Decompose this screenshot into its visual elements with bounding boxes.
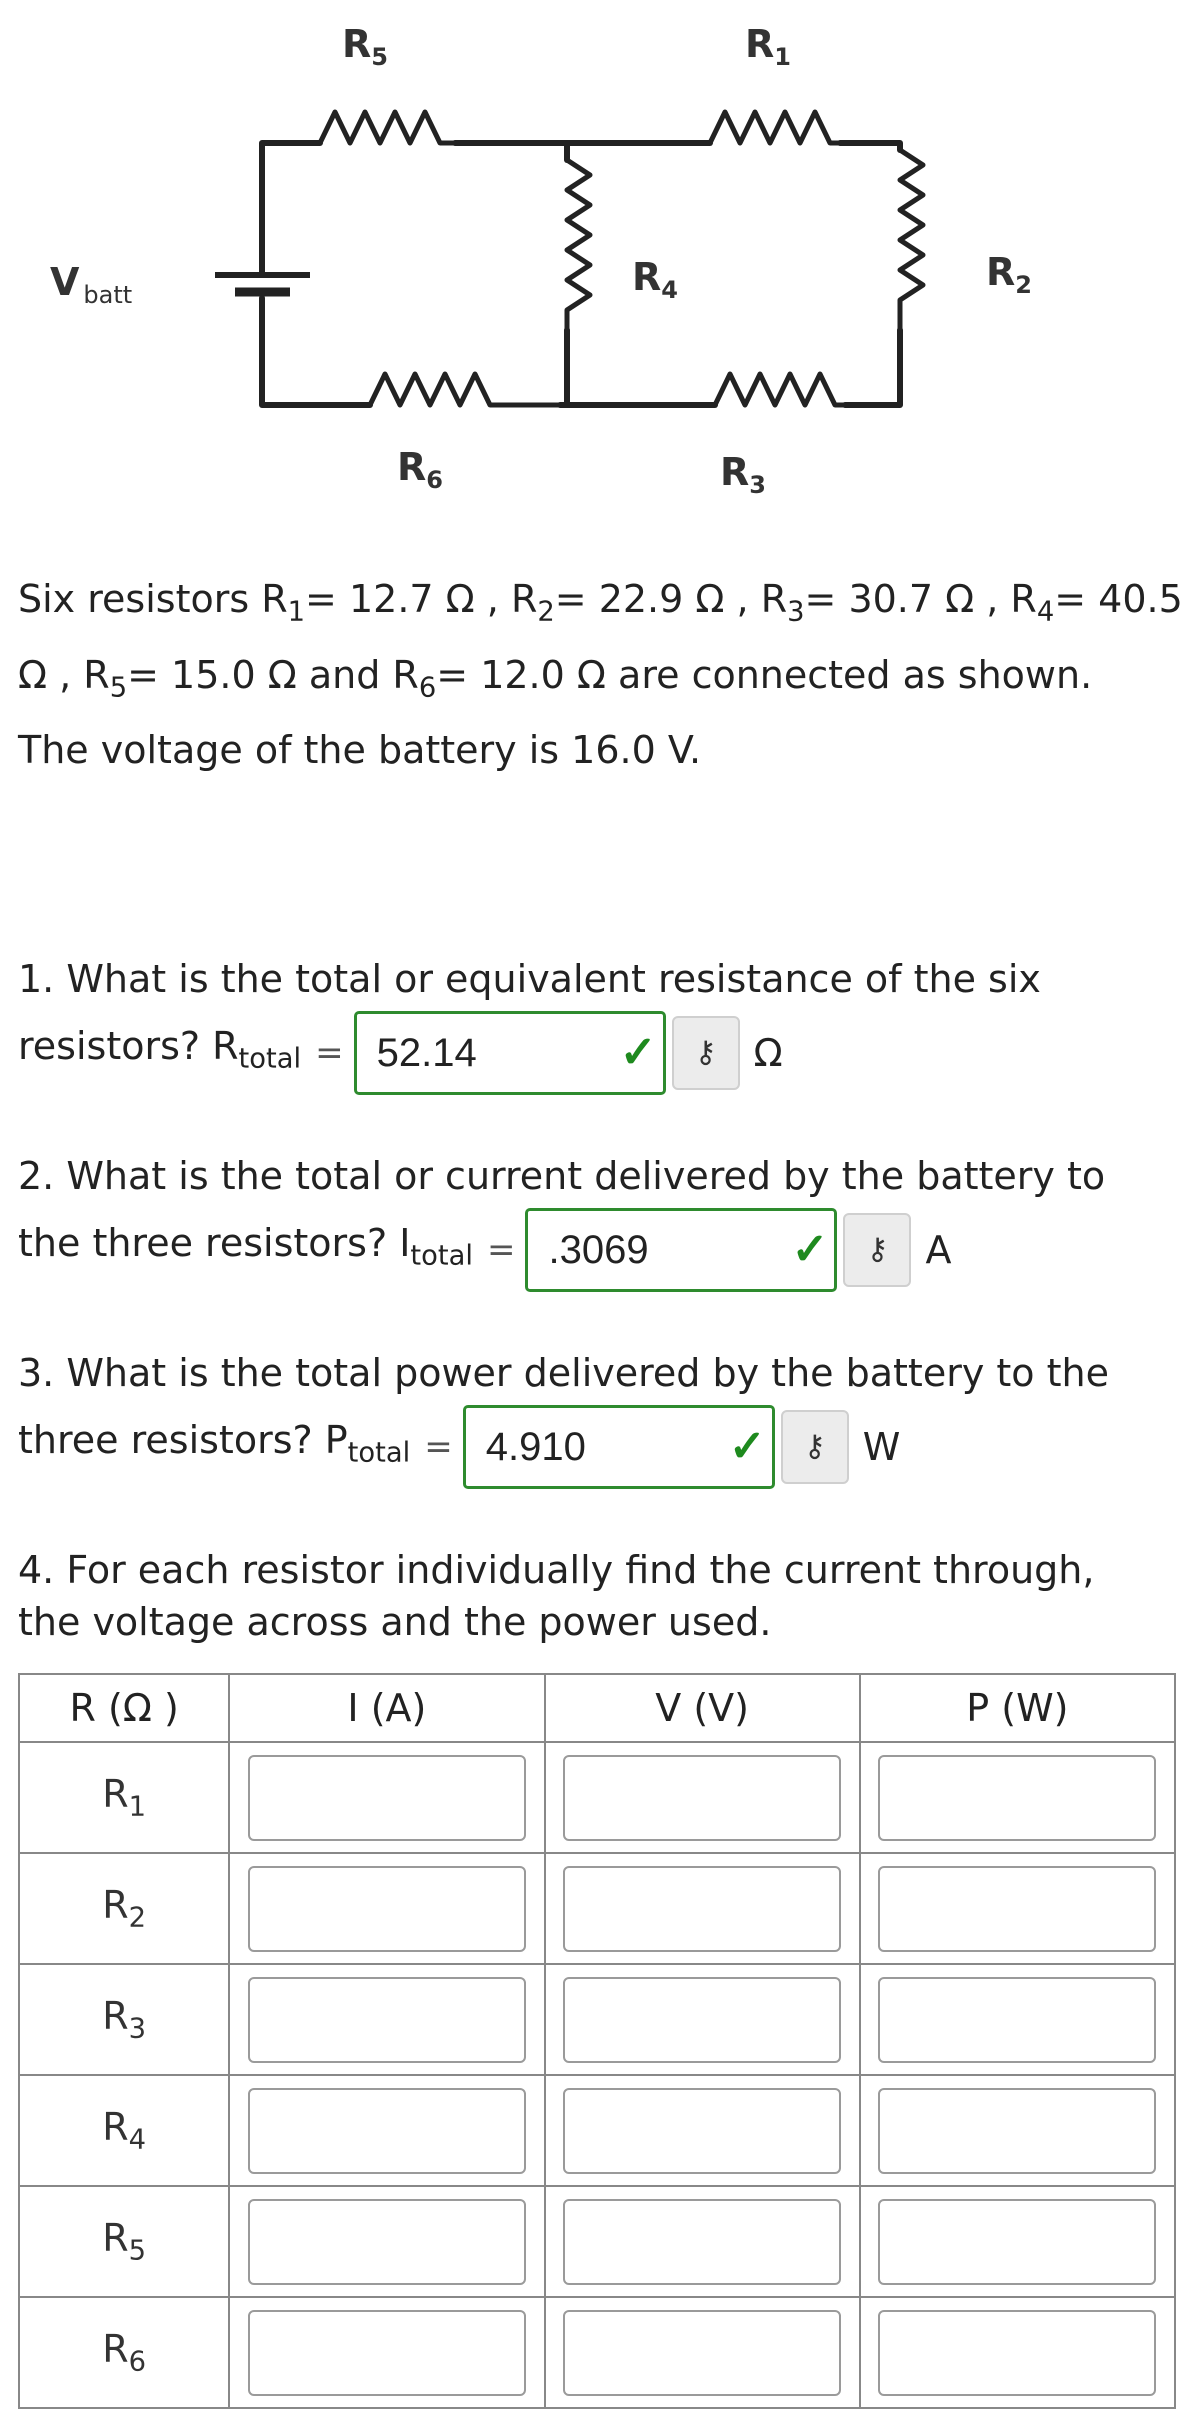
voltage-input-r2[interactable] bbox=[563, 1866, 841, 1952]
wire-top-left bbox=[262, 143, 320, 275]
key-icon[interactable]: ⚷ bbox=[843, 1213, 911, 1287]
key-icon[interactable]: ⚷ bbox=[781, 1410, 849, 1484]
power-input-r3[interactable] bbox=[878, 1977, 1156, 2063]
battery-label: V $_{batt}$ bbox=[50, 260, 133, 309]
header-p: P (W) bbox=[860, 1674, 1175, 1742]
row-label: $R_2$ bbox=[19, 1853, 229, 1964]
table-row bbox=[19, 1742, 1175, 1853]
current-input-r6[interactable] bbox=[248, 2310, 526, 2396]
label-r3: $R_3$ bbox=[720, 450, 766, 499]
table-header-row bbox=[19, 1674, 1175, 1742]
label-r5: $R_5$ bbox=[342, 22, 388, 71]
current-input-r4[interactable] bbox=[248, 2088, 526, 2174]
power-input-r6[interactable] bbox=[878, 2310, 1156, 2396]
label-r2: $R_2$ bbox=[986, 250, 1032, 299]
power-input-r2[interactable] bbox=[878, 1866, 1156, 1952]
resistor-r5 bbox=[320, 112, 455, 143]
table-row bbox=[19, 2186, 1175, 2297]
question-3-text: 3. What is the total power delivered by the battery to the bbox=[18, 1351, 1109, 1395]
label-r4: $R_4$ bbox=[632, 255, 678, 304]
resistor-r1 bbox=[710, 112, 840, 143]
checkmark-icon: ✓ bbox=[728, 1422, 766, 1471]
checkmark-icon: ✓ bbox=[791, 1225, 829, 1274]
label-r1: $R_1$ bbox=[745, 22, 791, 71]
header-v: V (V) bbox=[545, 1674, 860, 1742]
circuit-diagram bbox=[0, 0, 1196, 520]
key-icon[interactable]: ⚷ bbox=[672, 1016, 740, 1090]
label-r6: $R_6$ bbox=[397, 445, 443, 494]
question-3: 3. What is the total power delivered by the battery to the three resistors? $P_{total}$ = 4.910 ✓ ⚷ W bbox=[18, 1344, 1109, 1492]
table-row bbox=[19, 2297, 1175, 2408]
question-3-label: three resistors? $P_{total}$ bbox=[18, 1418, 411, 1469]
table-row bbox=[19, 2075, 1175, 2186]
voltage-input-r3[interactable] bbox=[563, 1977, 841, 2063]
power-input-r5[interactable] bbox=[878, 2199, 1156, 2285]
question-2: 2. What is the total or current delivered by the battery to the three resistors? $I_{total}$ = .3069 ✓ ⚷ A bbox=[18, 1147, 1105, 1295]
power-input-r1[interactable] bbox=[878, 1755, 1156, 1841]
question-1-label: resistors? $R_{total}$ bbox=[18, 1024, 302, 1075]
wire-top-right bbox=[840, 143, 900, 150]
checkmark-icon: ✓ bbox=[619, 1028, 657, 1077]
current-input-r3[interactable] bbox=[248, 1977, 526, 2063]
row-label: $R_3$ bbox=[19, 1964, 229, 2075]
problem-statement: Six resistors $R_1= 12.7$ Ω , $R_2= 22.9$ Ω , $R_3= 30.7$ Ω , $R_4= 40.5$ Ω , $R_5= 15.0$ Ω and $R_6= 12.0$ Ω are connected as shown. The voltage of the battery is 16.0 V. bbox=[18, 577, 1183, 773]
wire-bottom-left bbox=[262, 298, 370, 405]
i-total-input[interactable]: .3069 ✓ bbox=[525, 1208, 837, 1292]
row-label: $R_6$ bbox=[19, 2297, 229, 2408]
question-1: 1. What is the total or equivalent resistance of the six resistors? $R_{total}$ = 52.14 ✓ ⚷ Ω bbox=[18, 950, 1041, 1098]
current-input-r5[interactable] bbox=[248, 2199, 526, 2285]
current-input-r2[interactable] bbox=[248, 1866, 526, 1952]
row-label: $R_5$ bbox=[19, 2186, 229, 2297]
question-4-line2: the voltage across and the power used. bbox=[18, 1600, 772, 1644]
voltage-input-r1[interactable] bbox=[563, 1755, 841, 1841]
question-4 bbox=[18, 1544, 1094, 1648]
voltage-input-r5[interactable] bbox=[563, 2199, 841, 2285]
voltage-input-r4[interactable] bbox=[563, 2088, 841, 2174]
header-i: I (A) bbox=[229, 1674, 544, 1742]
question-2-text: 2. What is the total or current delivered by the battery to bbox=[18, 1154, 1106, 1198]
question-4-line1: 4. For each resistor individually find the current through, bbox=[18, 1548, 1095, 1592]
header-r: R (Ω ) bbox=[19, 1674, 229, 1742]
resistor-table bbox=[18, 1673, 1176, 2409]
current-input-r1[interactable] bbox=[248, 1755, 526, 1841]
row-label: $R_4$ bbox=[19, 2075, 229, 2186]
resistor-r3 bbox=[715, 374, 845, 405]
table-row bbox=[19, 1853, 1175, 1964]
p-total-input[interactable]: 4.910 ✓ bbox=[463, 1405, 775, 1489]
r-total-input[interactable]: 52.14 ✓ bbox=[354, 1011, 666, 1095]
resistor-r4 bbox=[567, 160, 590, 330]
row-label: $R_1$ bbox=[19, 1742, 229, 1853]
power-input-r4[interactable] bbox=[878, 2088, 1156, 2174]
question-2-label: the three resistors? $I_{total}$ bbox=[18, 1221, 473, 1272]
resistor-r2 bbox=[900, 150, 923, 330]
resistor-r6 bbox=[370, 374, 560, 405]
wire-right-bottom bbox=[845, 330, 900, 405]
voltage-input-r6[interactable] bbox=[563, 2310, 841, 2396]
table-row bbox=[19, 1964, 1175, 2075]
question-1-text: 1. What is the total or equivalent resistance of the six bbox=[18, 957, 1041, 1001]
